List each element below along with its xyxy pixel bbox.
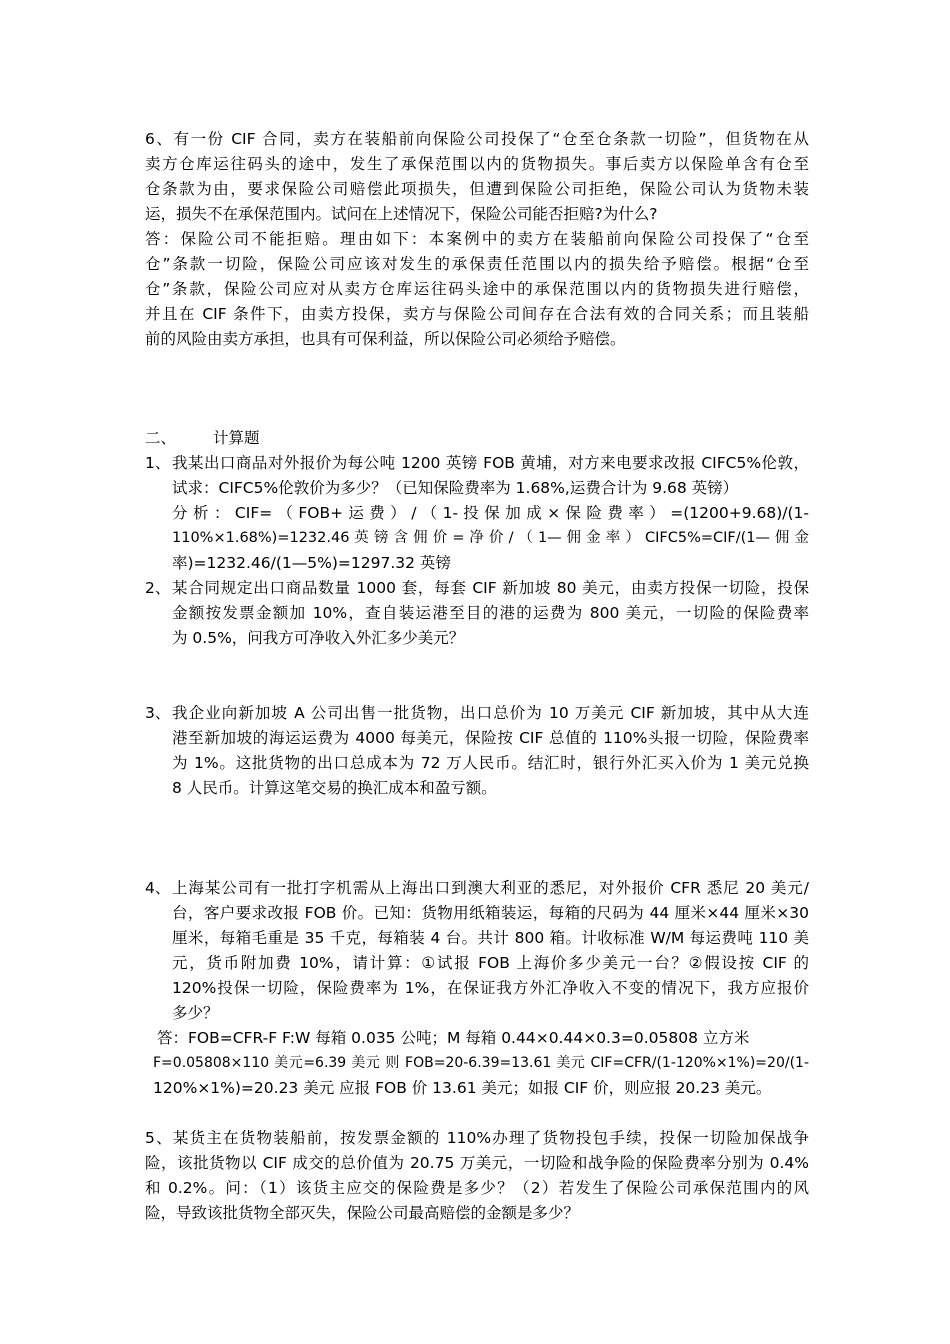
calc-3-line: 港至新加坡的海运运费为 4000 每美元，保险按 CIF 总值的 110%头报一切险，保险费率 — [172, 729, 809, 747]
calc-3-line: 我企业向新加坡 A 公司出售一批货物，出口总价为 10 万美元 CIF 新加坡，其中从大连 — [172, 704, 809, 722]
answer-6-line: 仓”条款一切险，保险公司应该对发生的承保责任范围以内的损失给予赔偿。根据“仓至 — [145, 255, 809, 273]
question-6-line: 仓条款为由，要求保险公司赔偿此项损失，但遭到保险公司拒绝，保险公司认为货物未装 — [145, 180, 809, 198]
calc-4-line: 上海某公司有一批打字机需从上海出口到澳大利亚的悉尼，对外报价 CFR 悉尼 20 美元/ — [172, 879, 809, 897]
calc-5-line: 险，该批货物以 CIF 成交的总价值为 20.75 万美元，一切险和战争险的保险费率分别为 0.4% — [145, 1154, 809, 1172]
calc-1-line: 我某出口商品对外报价为每公吨 1200 英镑 FOB 黄埔，对方来电要求改报 CIFC5%伦敦， — [172, 454, 809, 472]
calc-4-answer-line: F=0.05808×110 美元=6.39 美元 则 FOB=20-6.39=13.61 美元 CIF=CFR/(1-120%×1%)=20/(1- — [153, 1055, 809, 1071]
answer-6-line: 前的风险由卖方承担，也具有可保利益，所以保险公司必须给予赔偿。 — [145, 330, 626, 348]
calc-1-line: 试求：CIFC5%伦敦价为多少？（已知保险费率为 1.68%,运费合计为 9.68 英镑） — [172, 479, 739, 497]
calc-2-line: 某合同规定出口商品数量 1000 套，每套 CIF 新加坡 80 美元，由卖方投保一切险，投保 — [172, 579, 809, 597]
answer-6-line: 并且在 CIF 条件下，由卖方投保，卖方与保险公司间存在合法有效的合同关系；而且装船 — [145, 305, 809, 323]
question-number: 4、 — [145, 879, 171, 897]
calc-1-analysis-line: 分 析 ： CIF= （ FOB+ 运 费 ） / （ 1- 投 保 加 成 × 保 险 费 率 ） =(1200+9.68)/(1- — [172, 504, 809, 522]
calc-4-line: 台，客户要求改报 FOB 价。已知：货物用纸箱装运，每箱的尺码为 44 厘米×44 厘米×30 — [172, 904, 809, 922]
question-number: 3、 — [145, 704, 171, 722]
question-number: 1、 — [145, 454, 171, 472]
calc-4-answer-line: 120%×1%)=20.23 美元 应报 FOB 价 13.61 美元；如报 CIF 价，则应报 20.23 美元。 — [153, 1079, 772, 1097]
calc-4-line: 120%投保一切险，保险费率为 1%，在保证我方外汇净收入不变的情况下，我方应报价 — [172, 979, 809, 997]
calc-2-line: 为 0.5%，问我方可净收入外汇多少美元？ — [172, 629, 465, 647]
calc-4-line: 厘米，每箱毛重是 35 千克，每箱装 4 台。共计 800 箱。计收标准 W/M 每运费吨 110 美 — [172, 929, 809, 947]
calc-4-answer-line: 答：FOB=CFR-F F:W 每箱 0.035 公吨；M 每箱 0.44×0.44×0.3=0.05808 立方米 — [157, 1029, 750, 1047]
section-title: 计算题 — [213, 429, 260, 447]
calc-1-analysis-line: 率)=1232.46/(1—5%)=1297.32 英镑 — [172, 554, 451, 572]
calc-4-line: 多少？ — [172, 1004, 219, 1022]
section-number: 二、 — [145, 429, 177, 447]
answer-6-line: 答：保险公司不能拒赔。理由如下：本案例中的卖方在装船前向保险公司投保了“仓至 — [145, 230, 809, 248]
calc-4-line: 元，货币附加费 10%，请计算：①试报 FOB 上海价多少美元一台？②假设按 CIF 的 — [172, 954, 809, 972]
question-number: 2、 — [145, 579, 171, 597]
question-6-line: 运，损失不在承保范围内。试问在上述情况下，保险公司能否拒赔?为什么? — [145, 205, 658, 223]
calc-5-line: 险，导致该批货物全部灭失，保险公司最高赔偿的金额是多少？ — [145, 1204, 580, 1222]
calc-5-line: 和 0.2%。问：（1）该货主应交的保险费是多少？（2）若发生了保险公司承保范围内的风 — [145, 1179, 809, 1197]
calc-5-line: 5、某货主在货物装船前，按发票金额的 110%办理了货物投包手续，投保一切险加保战争 — [145, 1129, 809, 1147]
question-6-line: 卖方仓库运往码头的途中，发生了承保范围以内的货物损失。事后卖方以保险单含有仓至 — [145, 155, 809, 173]
question-6-line: 6、有一份 CIF 合同，卖方在装船前向保险公司投保了“仓至仓条款一切险”，但货物在从 — [145, 130, 809, 148]
calc-3-line: 为 1%。这批货物的出口总成本为 72 万人民币。结汇时，银行外汇买入价为 1 美元兑换 — [172, 754, 809, 772]
calc-2-line: 金额按发票金额加 10%，查自装运港至目的港的运费为 800 美元，一切险的保险费率 — [172, 604, 809, 622]
calc-1-analysis-line: 110%×1.68%)=1232.46 英 镑 含 佣 价 = 净 价 / （ 1— 佣 金 率 ） CIFC5%=CIF/(1— 佣 金 — [172, 530, 809, 546]
answer-6-line: 仓”条款，保险公司应对从卖方仓库运往码头途中的承保范围以内的货物损失进行赔偿， — [145, 280, 809, 298]
calc-3-line: 8 人民币。计算这笔交易的换汇成本和盈亏额。 — [172, 779, 497, 797]
